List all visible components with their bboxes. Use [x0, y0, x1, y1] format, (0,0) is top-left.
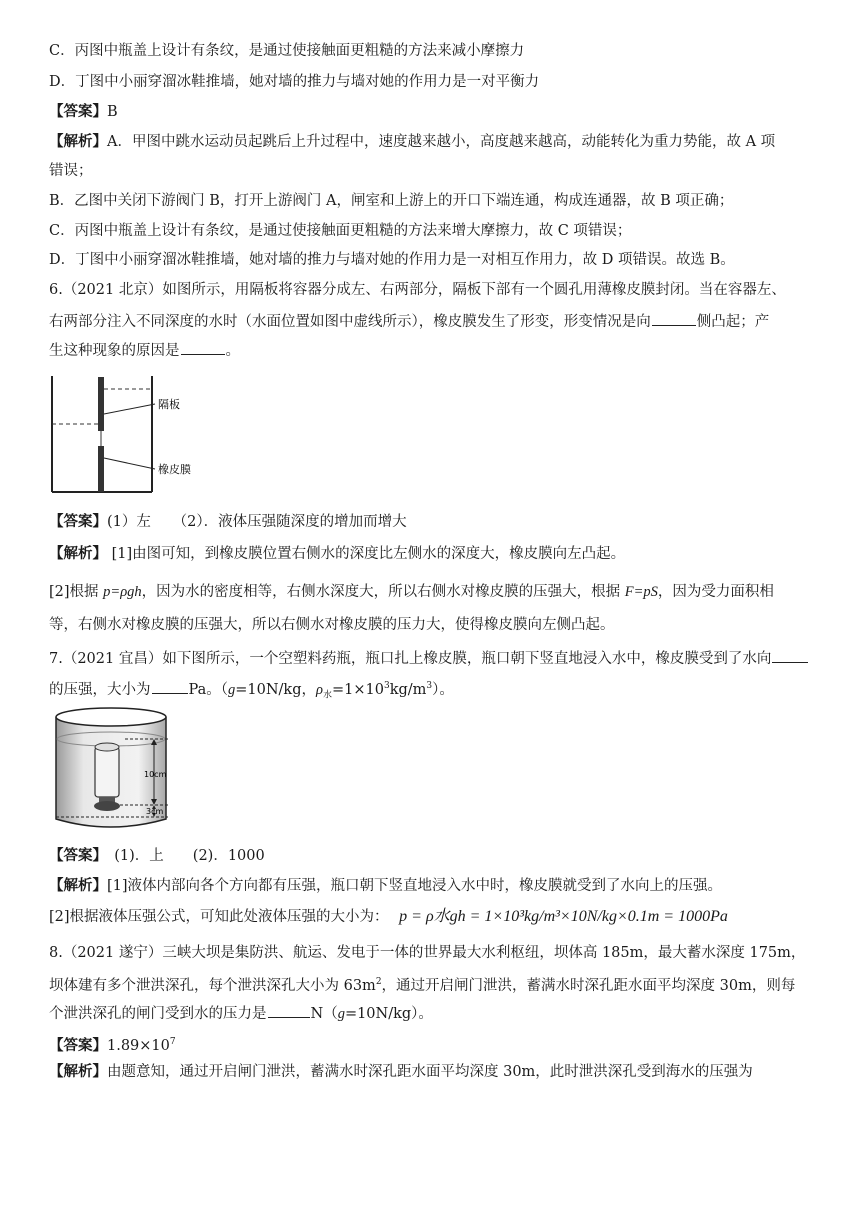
stem-text: N（ — [310, 1006, 338, 1022]
answer-line — [49, 102, 118, 122]
answer-line — [49, 846, 265, 866]
analysis-line — [49, 132, 775, 152]
answer-blank — [652, 310, 696, 326]
stem-text: Pa。（ — [188, 681, 228, 698]
stem-text: =10N/kg， — [235, 681, 316, 698]
question-stem — [49, 339, 240, 361]
analysis-text: [1]由图可知，到橡皮膜位置右侧水的深度比左侧水的深度大，橡皮膜向左凸起。 — [107, 546, 626, 562]
stem-text: =1×10 — [331, 681, 384, 698]
question-stem — [49, 1002, 433, 1024]
container-partition-figure — [50, 374, 260, 496]
analysis-text: 等，右侧水对橡皮膜的压强大，所以右侧水对橡皮膜的压力大，使得橡皮膜向左侧凸起。 — [49, 617, 615, 633]
stem-text: kg/m — [389, 681, 427, 698]
stem-text: 。 — [225, 343, 240, 359]
question-stem — [49, 310, 769, 332]
answer-tag: 【答案】 — [49, 513, 107, 530]
stem-text: 侧凸起；产 — [696, 314, 770, 330]
symbol: g — [337, 1006, 345, 1022]
answer-blank — [268, 1002, 310, 1018]
analysis-text: 由题意知，通过开启闸门泄洪，蓄满水时深孔距水面平均深度 30m，此时泄洪深孔受到海水的压强为 — [107, 1064, 753, 1080]
stem-text: 右两部分注入不同深度的水时（水面位置如图中虚线所示），橡皮膜发生了形变，形变情况是向 — [49, 314, 651, 330]
label-partition: 隔板 — [158, 398, 180, 411]
stem-text: 坝体建有多个泄洪深孔，每个泄洪深孔大小为 63m — [49, 977, 376, 994]
question-stem — [49, 676, 454, 706]
answer-value: B — [107, 104, 118, 120]
formula: p=ρgh — [103, 584, 142, 600]
label-3cm: 3cm — [146, 807, 164, 816]
symbol: g — [228, 681, 236, 698]
analysis-line — [49, 582, 774, 602]
symbol: ρ — [316, 681, 323, 698]
answer-line — [49, 1032, 176, 1056]
analysis-text: 错误； — [49, 163, 93, 179]
analysis-text: ，因为水的密度相等，右侧水深度大，所以右侧水对橡皮膜的压强大，根据 — [141, 584, 625, 600]
label-membrane: 橡皮膜 — [158, 463, 191, 476]
answer-value: (1）左 （2）．液体压强随深度的增加而增大 — [107, 514, 407, 530]
analysis-text: B．乙图中关闭下游阀门 B，打开上游阀门 A，闸室和上游上的开口下端连通，构成连通器，故 B 项正确； — [49, 193, 734, 209]
analysis-line — [49, 907, 728, 927]
stem-text: 的压强，大小为 — [49, 681, 151, 698]
analysis-line — [49, 544, 625, 564]
answer-tag: 【答案】 — [49, 847, 100, 864]
analysis-text: D．丁图中小丽穿溜冰鞋推墙，她对墙的推力与墙对她的作用力是一对相互作用力，故 D 项错误。故选 B。 — [49, 252, 735, 268]
answer-value: (1)．上 (2)．1000 — [99, 848, 265, 864]
question-stem — [49, 972, 795, 996]
analysis-text: A．甲图中跳水运动员起跳后上升过程中，速度越来越小，高度越来越高，动能转化为重力势能，故 A 项 — [107, 134, 776, 150]
formula: F=pS — [624, 584, 658, 600]
analysis-tag: 【解析】 — [49, 877, 107, 894]
answer-blank — [152, 678, 188, 694]
analysis-text: ，因为受力面积相 — [657, 584, 774, 600]
question-stem — [49, 647, 809, 669]
answer-value: 1.89×10 — [107, 1037, 170, 1054]
answer-line — [49, 512, 407, 532]
option-c: C．丙图中瓶盖上设计有条纹，是通过使接触面更粗糙的方法来减小摩擦力 — [49, 43, 525, 59]
stem-text: =10N/kg）。 — [344, 1006, 433, 1022]
stem-text: 个泄洪深孔的闸门受到水的压力是 — [49, 1006, 267, 1022]
pressure-formula: p = ρ水gh = 1×10³kg/m³×10N/kg×0.1m = 1000Pa — [399, 908, 728, 925]
label-10cm: 10cm — [144, 770, 167, 779]
answer-blank — [181, 339, 225, 355]
stem-text: ，通过开启闸门泄洪，蓄满水时深孔距水面平均深度 30m，则每 — [381, 977, 796, 994]
superscript: 3 — [383, 681, 390, 691]
analysis-text: [2]根据液体压强公式，可知此处液体压强的大小为： — [49, 909, 389, 925]
beaker-bottle-figure — [50, 703, 190, 833]
analysis-line — [49, 1062, 753, 1082]
answer-blank — [772, 647, 808, 663]
option-d: D．丁图中小丽穿溜冰鞋推墙，她对墙的推力与墙对她的作用力是一对平衡力 — [49, 74, 540, 90]
answer-exponent: 7 — [169, 1037, 176, 1047]
answer-tag: 【答案】 — [49, 103, 107, 120]
subscript: 水 — [322, 690, 332, 701]
question-stem: 8.（2021 遂宁）三峡大坝是集防洪、航运、发电于一体的世界最大水利枢纽，坝体高 185m，最大蓄水深度 175m， — [49, 945, 806, 961]
stem-text: 生这种现象的原因是 — [49, 343, 180, 359]
analysis-text: [2]根据 — [49, 584, 104, 600]
question-stem: 6.（2021 北京）如图所示，用隔板将容器分成左、右两部分，隔板下部有一个圆孔用薄橡皮膜封闭。当在容器左、 — [49, 282, 786, 298]
stem-text: 7.（2021 宜昌）如下图所示，一个空塑料药瓶，瓶口扎上橡皮膜，瓶口朝下竖直地浸入水中，橡皮膜受到了水向 — [49, 651, 772, 667]
analysis-line — [49, 876, 722, 896]
analysis-text: [1]液体内部向各个方向都有压强，瓶口朝下竖直地浸入水中时，橡皮膜就受到了水向上的压强。 — [107, 878, 723, 894]
answer-tag: 【答案】 — [49, 1036, 107, 1054]
stem-text: ）。 — [432, 681, 454, 698]
analysis-text: C．丙图中瓶盖上设计有条纹，是通过使接触面更粗糙的方法来增大摩擦力，故 C 项错误； — [49, 223, 632, 239]
analysis-tag: 【解析】 — [49, 133, 107, 150]
superscript: 3 — [426, 681, 433, 691]
analysis-tag: 【解析】 — [49, 1063, 107, 1080]
analysis-tag: 【解析】 — [49, 545, 107, 562]
superscript: 2 — [375, 977, 382, 987]
